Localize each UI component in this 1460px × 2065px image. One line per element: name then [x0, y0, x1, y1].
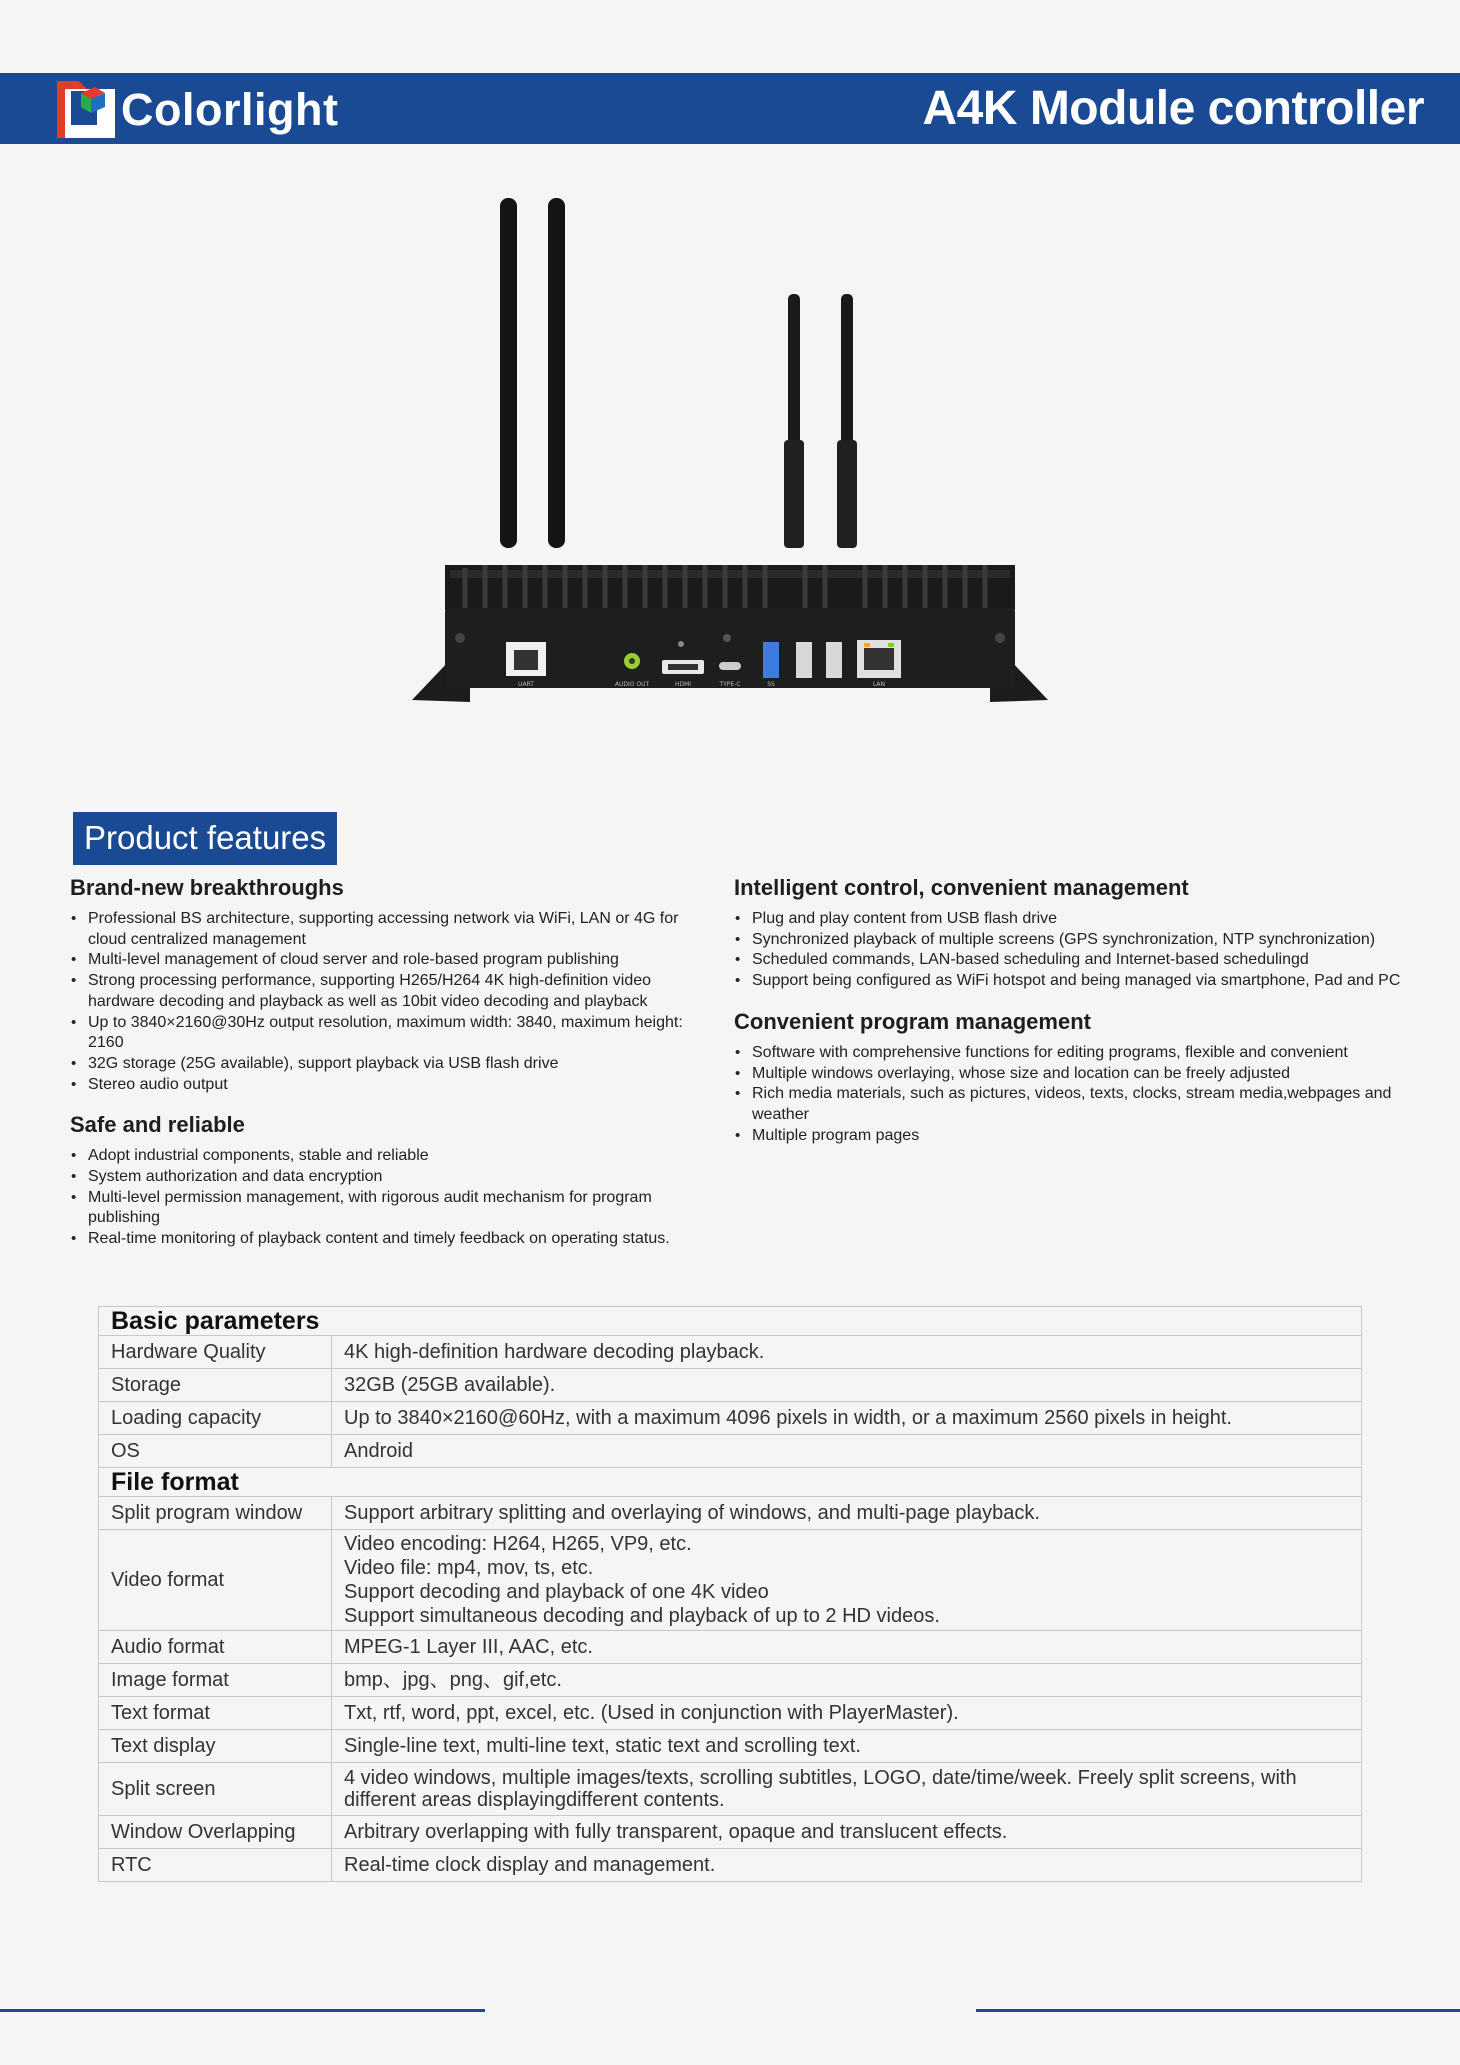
- footer-line-left: [0, 2009, 485, 2012]
- param-name: RTC: [99, 1849, 332, 1882]
- list-item: • Multiple windows overlaying, whose size and location can be freely adjusted: [734, 1064, 1404, 1085]
- table-section-row: [99, 1307, 1362, 1336]
- feature-section-title: Safe and reliable: [70, 1112, 245, 1138]
- param-name: Window Overlapping: [99, 1816, 332, 1849]
- list-item: • Strong processing performance, supporting H265/H264 4K high-definition video hardware decoding and playback as well as 10bit video decoding and playback: [70, 971, 710, 1012]
- list-item: • Support being configured as WiFi hotspot and being managed via smartphone, Pad and PC: [734, 971, 1404, 992]
- parameters-table: [98, 1306, 1362, 1882]
- list-item: • Synchronized playback of multiple screens (GPS synchronization, NTP synchronization): [734, 930, 1404, 951]
- list-item: • Adopt industrial components, stable and reliable: [70, 1146, 710, 1167]
- port-label: LAN: [872, 681, 886, 688]
- table-row: [99, 1664, 1362, 1697]
- param-name: Storage: [99, 1369, 332, 1402]
- features-right-column: [734, 875, 1404, 1163]
- brand-name: Colorlight: [121, 83, 339, 135]
- port-label: AUDIO OUT: [614, 681, 650, 688]
- param-value: MPEG-1 Layer III, AAC, etc.: [332, 1631, 1362, 1664]
- param-name: Audio format: [99, 1631, 332, 1664]
- table-row: [99, 1849, 1362, 1882]
- param-value: Video encoding: H264, H265, VP9, etc. Video file: mp4, mov, ts, etc. Support decoding and playback of one 4K video Support simultaneous decoding and playback of up to 2 HD videos.: [332, 1530, 1362, 1631]
- list-item: • Plug and play content from USB flash drive: [734, 909, 1404, 930]
- param-value: 4 video windows, multiple images/texts, scrolling subtitles, LOGO, date/time/week. Freely split screens, with different areas displayingdifferent contents.: [332, 1763, 1362, 1816]
- feature-list: [734, 1043, 1404, 1147]
- table-row: [99, 1435, 1362, 1468]
- basic-parameters-heading: Basic parameters: [99, 1307, 1362, 1336]
- file-format-heading: File format: [99, 1468, 1362, 1497]
- list-item: • Scheduled commands, LAN-based scheduling and Internet-based schedulingd: [734, 950, 1404, 971]
- list-item: • 32G storage (25G available), support playback via USB flash drive: [70, 1054, 710, 1075]
- table-row: [99, 1697, 1362, 1730]
- param-name: Image format: [99, 1664, 332, 1697]
- param-value: 32GB (25GB available).: [332, 1369, 1362, 1402]
- param-value: Single-line text, multi-line text, static text and scrolling text.: [332, 1730, 1362, 1763]
- features-left-column: [70, 875, 710, 1267]
- table-row: [99, 1763, 1362, 1816]
- colorlight-logo-icon: [57, 81, 115, 138]
- feature-list: [734, 909, 1404, 992]
- table-row: [99, 1497, 1362, 1530]
- feature-list: [70, 909, 710, 1095]
- footer-line-right: [976, 2009, 1460, 2012]
- list-item: • Real-time monitoring of playback content and timely feedback on operating status.: [70, 1229, 710, 1250]
- list-item: • Multi-level management of cloud server and role-based program publishing: [70, 950, 710, 971]
- param-value: Android: [332, 1435, 1362, 1468]
- port-label: HDMI: [674, 681, 692, 688]
- product-photo: [400, 190, 1060, 710]
- param-value: Support arbitrary splitting and overlaying of windows, and multi-page playback.: [332, 1497, 1362, 1530]
- document-title: A4K Module controller: [922, 82, 1424, 135]
- list-item: • Multiple program pages: [734, 1126, 1404, 1147]
- list-item: • Rich media materials, such as pictures, videos, texts, clocks, stream media,webpages and weather: [734, 1084, 1404, 1125]
- param-name: Split program window: [99, 1497, 332, 1530]
- feature-section-title: Convenient program management: [734, 1008, 1091, 1034]
- param-value: 4K high-definition hardware decoding playback.: [332, 1336, 1362, 1369]
- table-row: [99, 1816, 1362, 1849]
- param-value: Real-time clock display and management.: [332, 1849, 1362, 1882]
- param-name: Loading capacity: [99, 1402, 332, 1435]
- list-item: • Stereo audio output: [70, 1075, 710, 1096]
- table-row: [99, 1336, 1362, 1369]
- param-name: OS: [99, 1435, 332, 1468]
- list-item: • Up to 3840×2160@30Hz output resolution, maximum width: 3840, maximum height: 2160: [70, 1013, 710, 1054]
- param-value: Up to 3840×2160@60Hz, with a maximum 4096 pixels in width, or a maximum 2560 pixels in height.: [332, 1402, 1362, 1435]
- feature-section-title: Intelligent control, convenient management: [734, 875, 1189, 900]
- product-features-heading: Product features: [73, 812, 337, 865]
- list-item: • System authorization and data encryption: [70, 1167, 710, 1188]
- param-value: bmp、jpg、png、gif,etc.: [332, 1664, 1362, 1697]
- param-name: Video format: [99, 1530, 332, 1631]
- param-name: Text format: [99, 1697, 332, 1730]
- port-label: TYPE-C: [719, 681, 741, 688]
- port-label: UART: [518, 681, 534, 688]
- table-row: [99, 1631, 1362, 1664]
- param-name: Text display: [99, 1730, 332, 1763]
- table-row: [99, 1402, 1362, 1435]
- port-label: SS: [767, 681, 775, 688]
- param-value: Txt, rtf, word, ppt, excel, etc. (Used in conjunction with PlayerMaster).: [332, 1697, 1362, 1730]
- brand-logo: [57, 81, 338, 138]
- param-name: Hardware Quality: [99, 1336, 332, 1369]
- list-item: • Professional BS architecture, supporting accessing network via WiFi, LAN or 4G for cloud centralized management: [70, 909, 710, 950]
- feature-section-title: Brand-new breakthroughs: [70, 875, 344, 900]
- table-row: [99, 1530, 1362, 1631]
- table-row: [99, 1369, 1362, 1402]
- list-item: • Multi-level permission management, with rigorous audit mechanism for program publishing: [70, 1188, 710, 1229]
- param-name: Split screen: [99, 1763, 332, 1816]
- param-value: Arbitrary overlapping with fully transparent, opaque and translucent effects.: [332, 1816, 1362, 1849]
- list-item: • Software with comprehensive functions for editing programs, flexible and convenient: [734, 1043, 1404, 1064]
- table-row: [99, 1730, 1362, 1763]
- feature-list: [70, 1146, 710, 1250]
- header-banner: [0, 73, 1460, 144]
- table-section-row: [99, 1468, 1362, 1497]
